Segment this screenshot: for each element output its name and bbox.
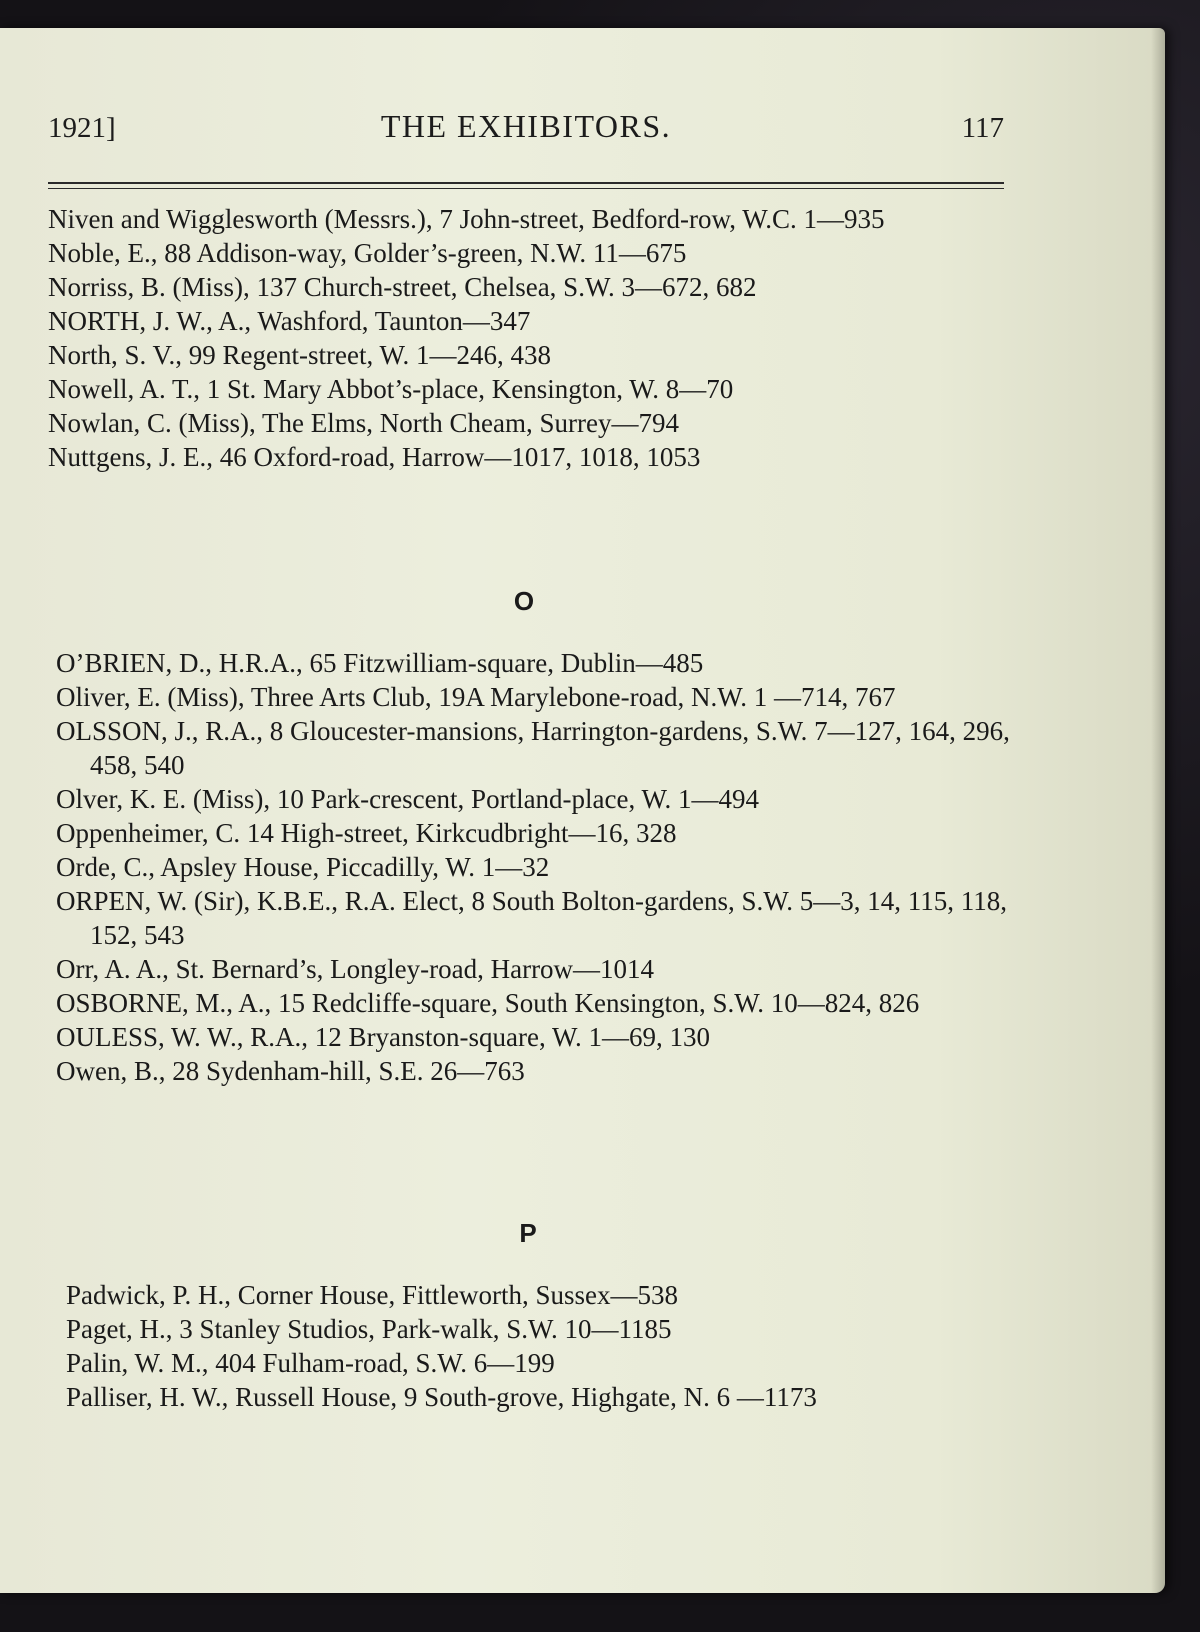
list-item: Nuttgens, J. E., 46 Oxford-road, Harrow—1017, 1018, 1053 (48, 442, 701, 472)
header-year: 1921] (48, 112, 116, 144)
list-item: Oppenheimer, C. 14 High-street, Kirkcudbright—16, 328 (56, 818, 677, 848)
list-item: O’BRIEN, D., H.R.A., 65 Fitzwilliam-square, Dublin—485 (56, 648, 704, 678)
list-item: Niven and Wigglesworth (Messrs.), 7 John-street, Bedford-row, W.C. 1—935 (48, 204, 885, 234)
header-double-rule (48, 182, 1004, 189)
list-item: Orde, C., Apsley House, Piccadilly, W. 1—32 (56, 852, 550, 882)
list-item: Palliser, H. W., Russell House, 9 South-grove, Highgate, N. 6 —1173 (66, 1382, 817, 1412)
section-letter-p: P (519, 1218, 537, 1248)
list-item: Padwick, P. H., Corner House, Fittleworth, Sussex—538 (66, 1280, 678, 1310)
list-item: NORTH, J. W., A., Washford, Taunton—347 (48, 306, 531, 336)
list-item: Norriss, B. (Miss), 137 Church-street, Chelsea, S.W. 3—672, 682 (48, 272, 757, 302)
section-letter-o: O (513, 586, 535, 616)
list-item: OULESS, W. W., R.A., 12 Bryanston-square, W. 1—69, 130 (56, 1022, 711, 1052)
running-header (48, 104, 1004, 150)
page-number: 117 (961, 112, 1004, 144)
p-entries-list (66, 1278, 1006, 1414)
list-item: Palin, W. M., 404 Fulham-road, S.W. 6—199 (66, 1348, 555, 1378)
list-item: Paget, H., 3 Stanley Studios, Park-walk, S.W. 10—1185 (66, 1314, 672, 1344)
list-item: ORPEN, W. (Sir), K.B.E., R.A. Elect, 8 South Bolton-gardens, S.W. 5—3, 14, 115, 118, 152, 543 (56, 886, 1007, 950)
o-entries-list (56, 646, 1016, 1088)
list-item: Nowlan, C. (Miss), The Elms, North Cheam, Surrey—794 (48, 408, 679, 438)
list-item: Orr, A. A., St. Bernard’s, Longley-road, Harrow—1014 (56, 954, 655, 984)
list-item: OLSSON, J., R.A., 8 Gloucester-mansions, Harrington-gardens, S.W. 7—127, 164, 296, 458, 540 (56, 716, 1010, 780)
list-item: OSBORNE, M., A., 15 Redcliffe-square, South Kensington, S.W. 10—824, 826 (56, 988, 920, 1018)
page-edge-shadow (1151, 28, 1165, 1593)
list-item: Oliver, E. (Miss), Three Arts Club, 19A Marylebone-road, N.W. 1 —714, 767 (56, 682, 896, 712)
list-item: Nowell, A. T., 1 St. Mary Abbot’s-place, Kensington, W. 8—70 (48, 374, 734, 404)
header-title: THE EXHIBITORS. (380, 108, 672, 144)
list-item: Noble, E., 88 Addison-way, Golder’s-green, N.W. 11—675 (48, 238, 687, 268)
list-item: Olver, K. E. (Miss), 10 Park-crescent, Portland-place, W. 1—494 (56, 784, 760, 814)
list-item: Owen, B., 28 Sydenham-hill, S.E. 26—763 (56, 1056, 525, 1086)
n-entries-list (48, 202, 1008, 474)
list-item: North, S. V., 99 Regent-street, W. 1—246, 438 (48, 340, 551, 370)
